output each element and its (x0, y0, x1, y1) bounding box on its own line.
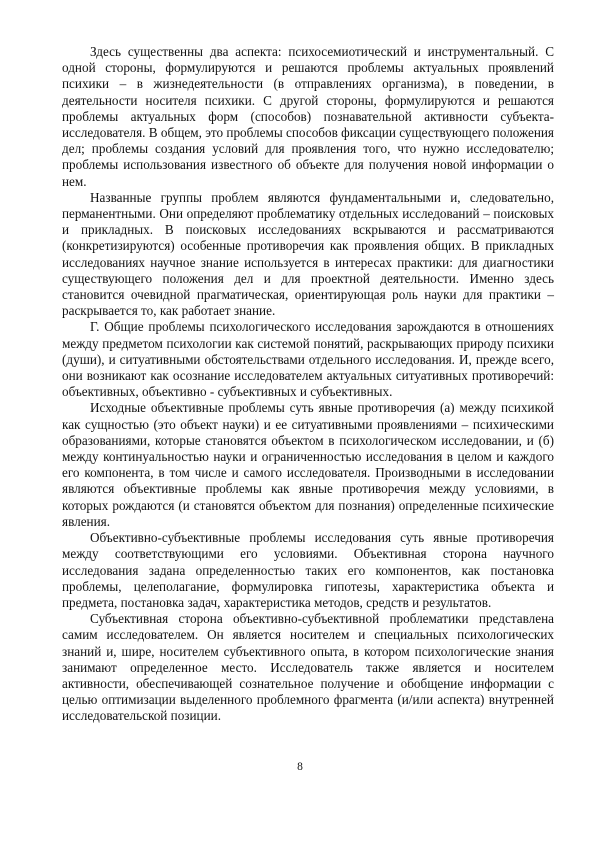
body-text (62, 44, 554, 725)
paragraph-2: Названные группы проблем являются фундаментальными и, следовательно, перманентными. Они определяют проблематику отдельных исследований – поисковых и прикладных. В поисковых исследованиях вскрываются и рассматриваются (конкретизируются) особенные противоречия как проявления общих. В прикладных исследованиях научное знание используется в интересах практики: для диагностики существующего положения дел и для проектной деятельности. Именно здесь становится очевидной прагматическая, ориентирующая роль науки для практики – раскрывается то, как работает знание. (62, 189, 554, 319)
page-number: 8 (297, 761, 303, 773)
paragraph-6: Субъективная сторона объективно-субъективной проблематики представлена самим исследователем. Он является носителем и специальных психологических знаний и, шире, носителем субъективного опыта, в котором психологические знания занимают определенное место. Исследователь также является и носителем активности, обеспечивающей сознательное получение и обобщение информации с целью оптимизации выделенного проблемного фрагмента (и/или аспекта) внутренней исследовательской позиции. (62, 611, 554, 724)
paragraph-1: Здесь существенны два аспекта: психосемиотический и инструментальный. С одной стороны, формулируются и решаются проблемы актуальных проявлений психики – в жизнедеятельности (в отправлениях организма), в поведении, в деятельности носителя психики. С другой стороны, формулируются и решаются проблемы актуальных форм (способов) познавательной активности субъекта-исследователя. В общем, это проблемы способов фиксации существующего положения дел; проблемы создания условий для проявления того, что нужно исследователю; проблемы использования известного об объекте для получения новой информации о нем. (62, 44, 554, 189)
paragraph-3: Г. Общие проблемы психологического исследования зарождаются в отношениях между предметом психологии как системой понятий, раскрывающих природу психики (души), и ситуативными обстоятельствами отдельного исследования. И, прежде всего, они возникают как осознание исследователем актуальных ситуативных противоречий: объективных, объективно - субъективных и субъективных. (62, 319, 554, 400)
paragraph-5: Объективно-субъективные проблемы исследования суть явные противоречия между соответствующими его условиями. Объективная сторона научного исследования задана определенностью таких его компонентов, как постановка проблемы, целеполагание, формулировка гипотезы, характеристика объекта и предмета, постановка задач, характеристика методов, средств и результатов. (62, 530, 554, 610)
paragraph-4: Исходные объективные проблемы суть явные противоречия (а) между психикой как сущностью (это объект науки) и ее ситуативными проявлениями – психическими образованиями, которые становятся объектом в психологическом исследовании, и (б) между континуальностью науки и ограниченностью исследования в целом и каждого его компонента, в том числе и самого исследователя. Производными в исследовании являются объективные проблемы как явные противоречия между условиями, в которых рождаются (и становятся объектом для познания) определенные психические явления. (62, 400, 554, 529)
